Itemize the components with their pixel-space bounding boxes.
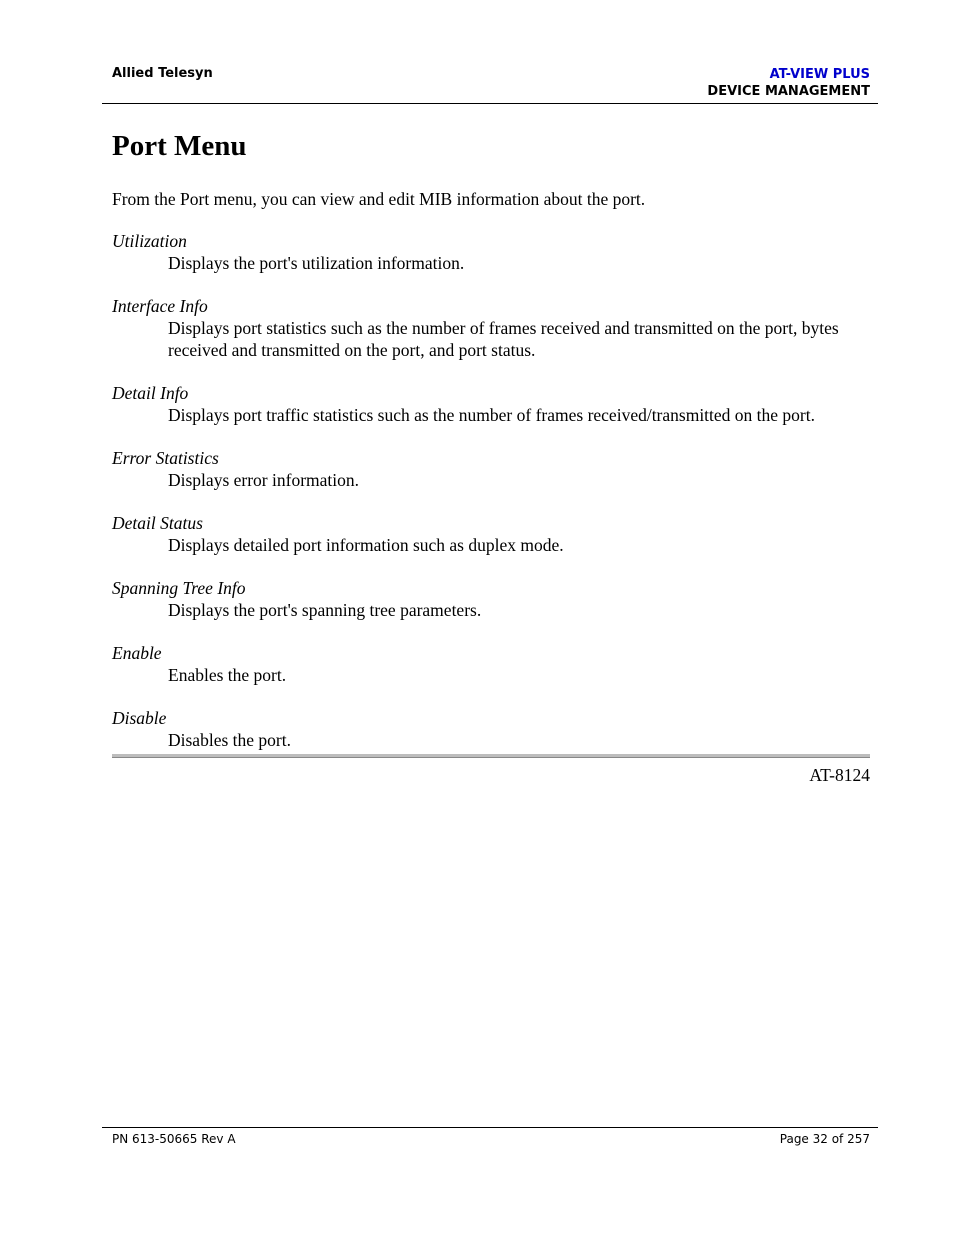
definition-item bbox=[112, 577, 872, 621]
item-term: Detail Info bbox=[112, 383, 189, 403]
item-description: Displays error information. bbox=[168, 470, 359, 490]
item-description: Displays the port's spanning tree parameters. bbox=[168, 600, 482, 620]
item-description: Displays port traffic statistics such as the number of frames received/transmitted on the port. bbox=[168, 405, 815, 425]
definition-item bbox=[112, 707, 872, 751]
header-right bbox=[707, 66, 870, 100]
header-section: DEVICE MANAGEMENT bbox=[707, 84, 870, 99]
definition-item bbox=[112, 642, 872, 686]
page-content bbox=[112, 128, 872, 772]
item-term: Detail Status bbox=[112, 513, 203, 533]
definition-item bbox=[112, 230, 872, 274]
item-description: Displays port statistics such as the number of frames received and transmitted on the port, bytes received and transmitted on the port, and port status. bbox=[168, 318, 839, 360]
item-description: Enables the port. bbox=[168, 665, 287, 685]
model-label: AT-8124 bbox=[809, 765, 870, 785]
footer-divider bbox=[102, 1127, 878, 1128]
item-description: Displays the port's utilization information. bbox=[168, 253, 465, 273]
header-product: AT-VIEW PLUS bbox=[769, 67, 870, 82]
item-term: Utilization bbox=[112, 231, 187, 251]
header-company: Allied Telesyn bbox=[112, 66, 213, 81]
content-divider bbox=[112, 754, 870, 758]
definition-item bbox=[112, 295, 872, 361]
item-description: Displays detailed port information such as duplex mode. bbox=[168, 535, 564, 555]
item-description: Disables the port. bbox=[168, 730, 291, 750]
item-term: Disable bbox=[112, 708, 167, 728]
item-term: Spanning Tree Info bbox=[112, 578, 246, 598]
footer-page-number: Page 32 of 257 bbox=[779, 1132, 870, 1146]
item-term: Interface Info bbox=[112, 296, 208, 316]
footer-part-number: PN 613-50665 Rev A bbox=[112, 1132, 236, 1146]
definition-item bbox=[112, 512, 872, 556]
item-term: Enable bbox=[112, 643, 162, 663]
intro-paragraph: From the Port menu, you can view and edit MIB information about the port. bbox=[112, 189, 646, 209]
header-divider bbox=[102, 103, 878, 104]
definition-item bbox=[112, 382, 872, 426]
definition-item bbox=[112, 447, 872, 491]
item-term: Error Statistics bbox=[112, 448, 219, 468]
page-title: Port Menu bbox=[112, 130, 247, 162]
